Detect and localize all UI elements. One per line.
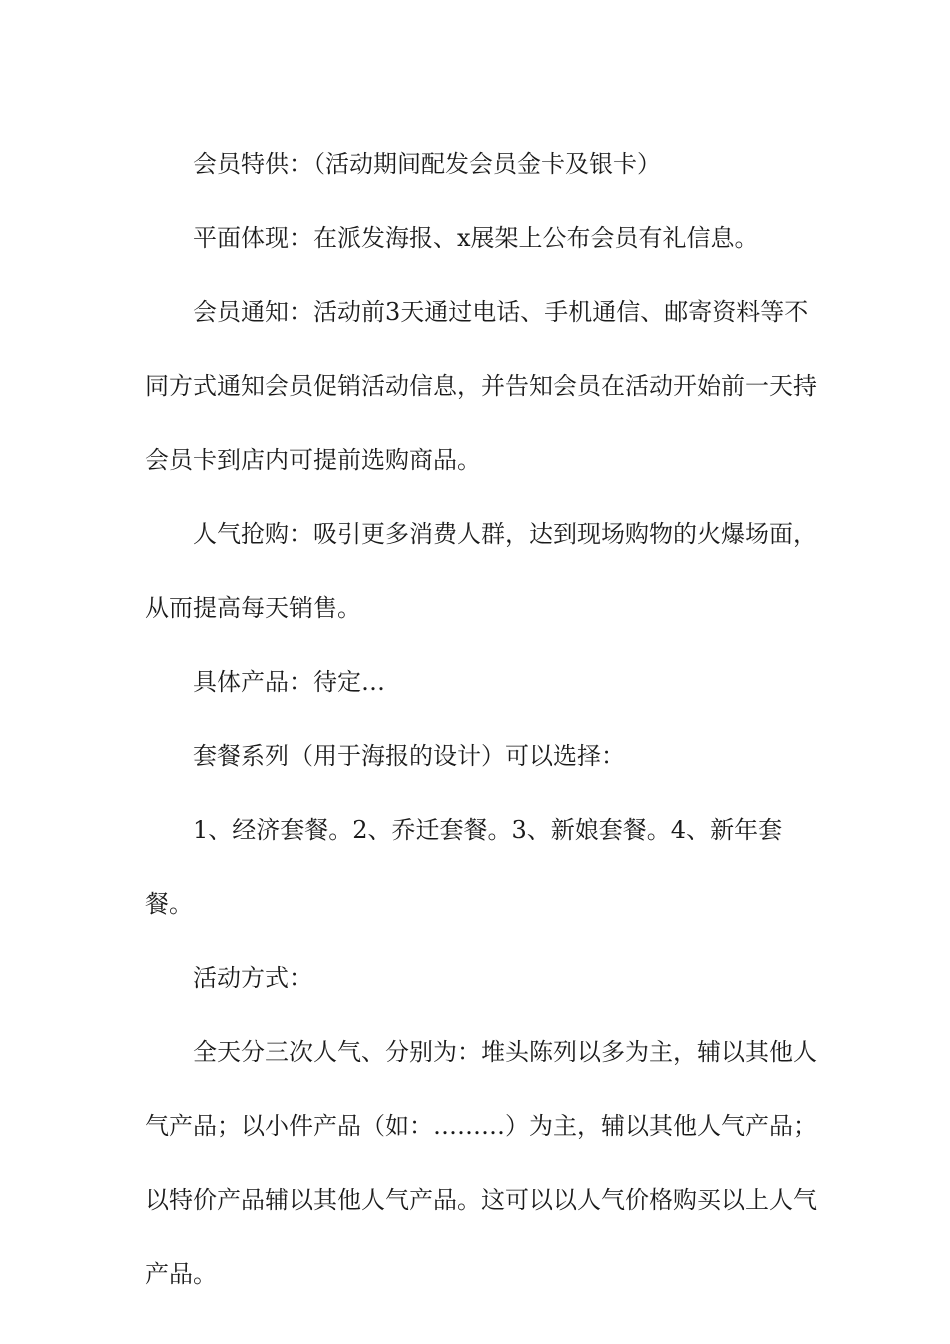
paragraph-specific-products: 具体产品：待定… [193, 668, 385, 696]
paragraph-package-series: 套餐系列（用于海报的设计）可以选择： [193, 742, 625, 770]
document-body [145, 127, 825, 1311]
paragraph-activity-method-detail: 全天分三次人气、分别为：堆头陈列以多为主，辅以其他人气产品；以小件产品（如：………）为主，辅以其他人气产品；以特价产品辅以其他人气产品。这可以以人气价格购买以上人气产品。 [145, 1038, 817, 1288]
paragraph-member-notice: 会员通知：活动前3天通过电话、手机通信、邮寄资料等不同方式通知会员促销活动信息，并告知会员在活动开始前一天持会员卡到店内可提前选购商品。 [145, 298, 817, 474]
paragraph-package-list: 1、经济套餐。2、乔迁套餐。3、新娘套餐。4、新年套餐。 [145, 816, 783, 918]
paragraph-activity-method-heading: 活动方式： [193, 964, 313, 992]
paragraph-print-display: 平面体现：在派发海报、x展架上公布会员有礼信息。 [193, 224, 759, 252]
paragraph-member-special: 会员特供：（活动期间配发会员金卡及银卡） [193, 150, 661, 178]
paragraph-popular-rush: 人气抢购：吸引更多消费人群，达到现场购物的火爆场面，从而提高每天销售。 [145, 520, 817, 622]
